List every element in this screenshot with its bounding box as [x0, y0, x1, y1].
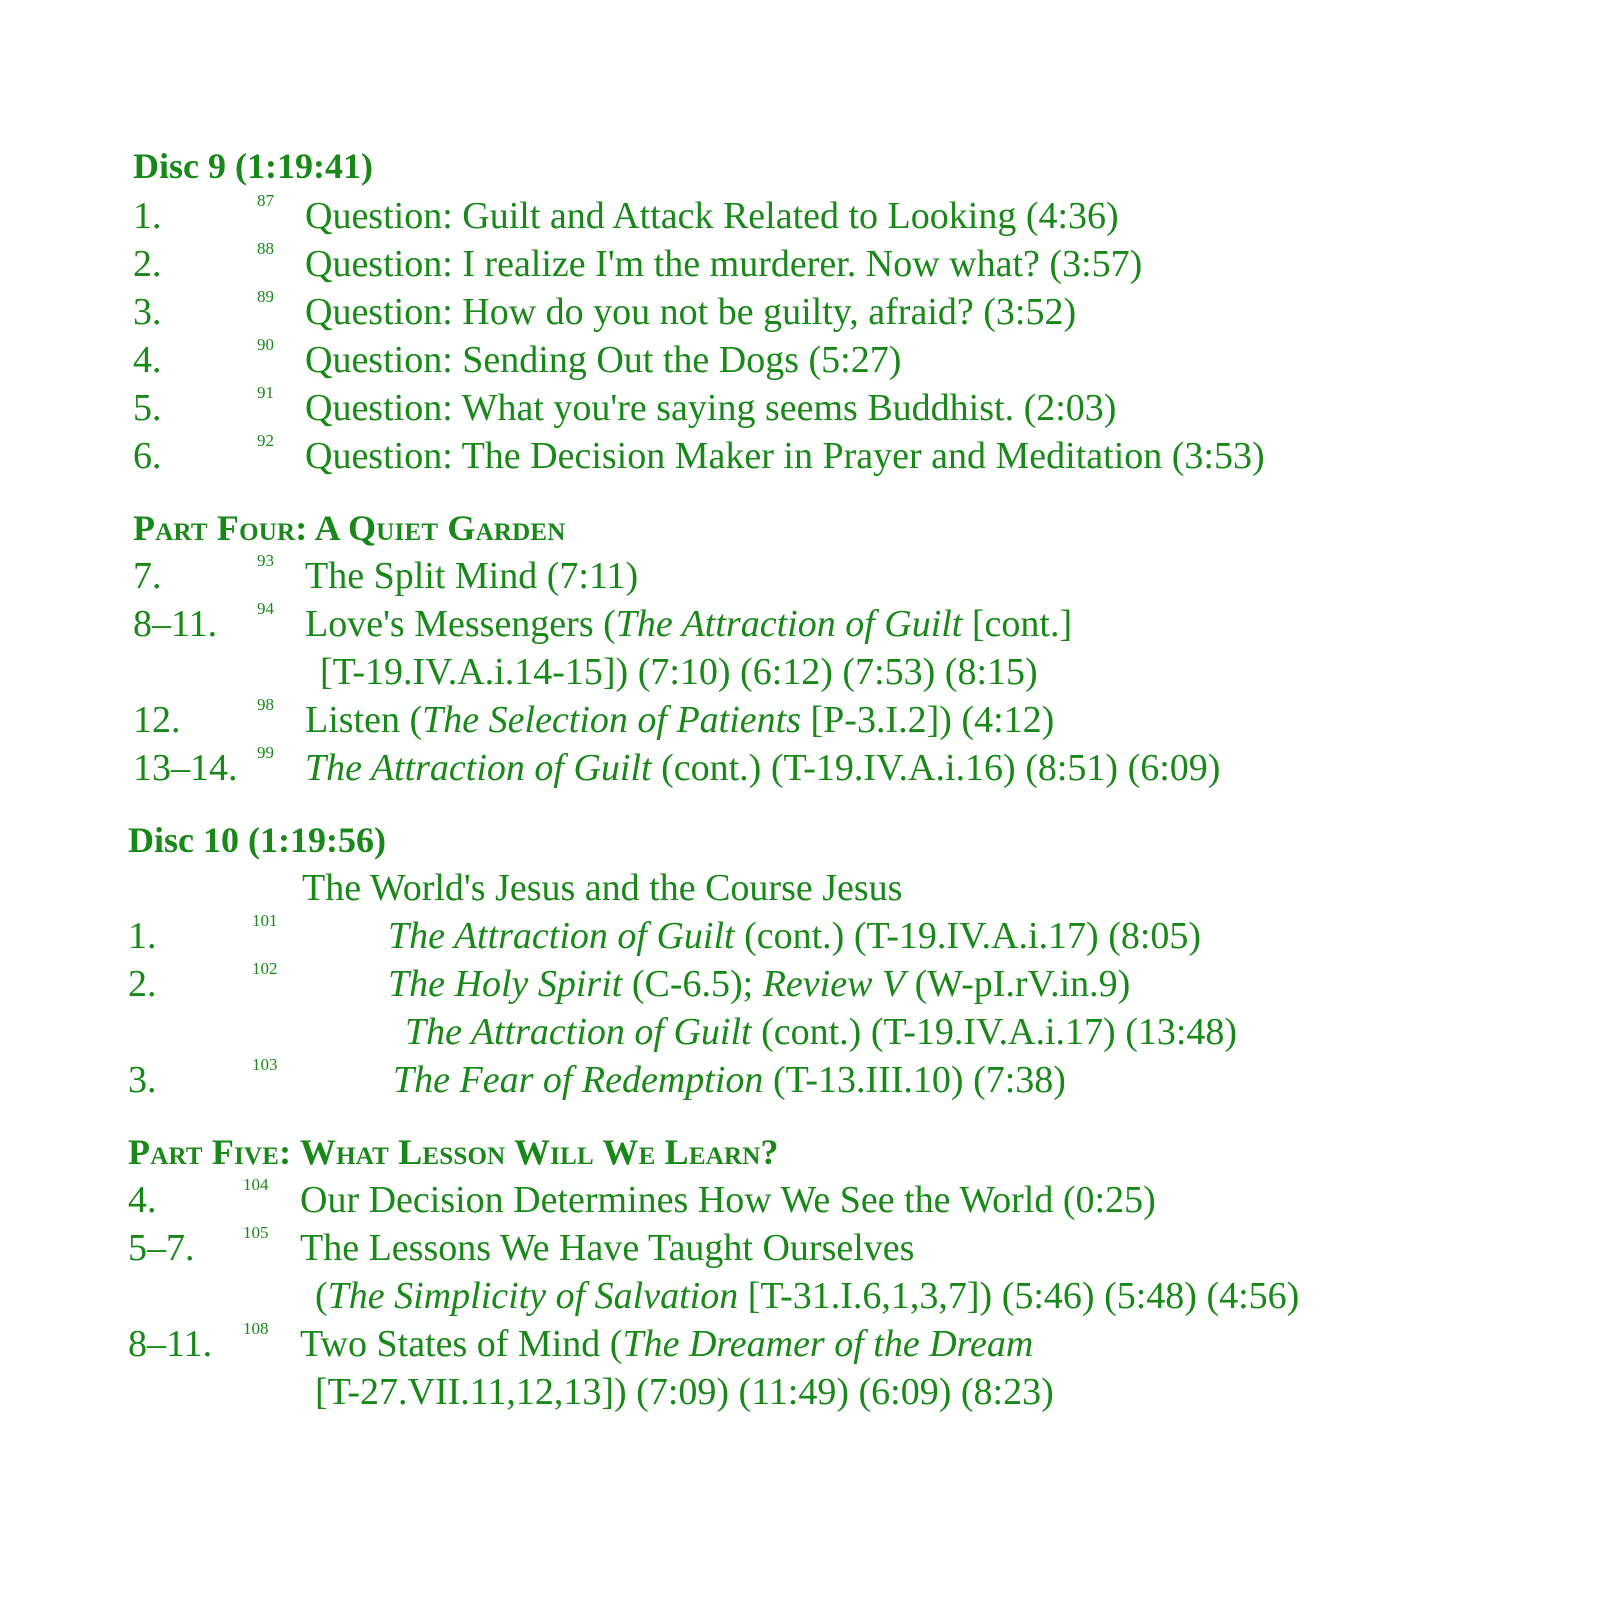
disc-9-heading: Disc 9 (1:19:41) [133, 146, 373, 186]
work-title: Review V [762, 963, 906, 1005]
track-number: 12. [133, 699, 181, 741]
disc-10-subtitle: The World's Jesus and the Course Jesus [302, 867, 903, 909]
track-title: The Attraction of Guilt (cont.) (T-19.IV.A.i.17) (8:05) [388, 915, 1202, 957]
track-title-continuation: [T-19.IV.A.i.14-15]) (7:10) (6:12) (7:53) (8:15) [320, 651, 1038, 693]
track-number: 8–11. [133, 603, 218, 645]
part-four-heading: Part Four: A Quiet Garden [133, 508, 566, 548]
work-title: The Dreamer of the Dream [622, 1323, 1034, 1365]
track-title: Listen (The Selection of Patients [P-3.I.2]) (4:12) [305, 699, 1055, 741]
track-title: Two States of Mind (The Dreamer of the Dream [300, 1323, 1034, 1365]
track-number: 4. [133, 339, 162, 381]
work-title: The Fear of Redemption [393, 1059, 764, 1101]
footnote-number: 104 [243, 1175, 269, 1194]
work-title: The Attraction of Guilt [405, 1011, 752, 1053]
track-number: 13–14. [133, 747, 238, 789]
track-title: Love's Messengers (The Attraction of Guilt [cont.] [305, 603, 1073, 645]
footnote-number: 91 [257, 383, 274, 402]
work-title: The Attraction of Guilt [388, 915, 735, 957]
footnote-number: 105 [243, 1223, 269, 1242]
track-number: 5–7. [128, 1227, 195, 1269]
work-title: The Holy Spirit [388, 963, 623, 1005]
track-title: Question: I realize I'm the murderer. Now what? (3:57) [305, 243, 1143, 285]
work-title: The Attraction of Guilt [305, 747, 652, 789]
footnote-number: 102 [252, 959, 278, 978]
footnote-number: 94 [257, 599, 274, 618]
track-number: 8–11. [128, 1323, 213, 1365]
track-title: Question: How do you not be guilty, afraid? (3:52) [305, 291, 1077, 333]
track-number: 7. [133, 555, 162, 597]
track-title: Question: Guilt and Attack Related to Looking (4:36) [305, 195, 1119, 237]
track-number: 3. [133, 291, 162, 333]
track-number: 2. [128, 963, 157, 1005]
part-five-heading: Part Five: What Lesson Will We Learn? [128, 1132, 779, 1172]
footnote-number: 92 [257, 431, 274, 450]
work-title: The Selection of Patients [422, 699, 802, 741]
track-number: 3. [128, 1059, 157, 1101]
track-number: 1. [128, 915, 157, 957]
footnote-number: 103 [252, 1055, 278, 1074]
track-title: Our Decision Determines How We See the World (0:25) [300, 1179, 1156, 1221]
track-title: The Attraction of Guilt (cont.) (T-19.IV.A.i.16) (8:51) (6:09) [305, 747, 1221, 789]
footnote-number: 108 [243, 1319, 269, 1338]
track-number: 6. [133, 435, 162, 477]
track-title: The Holy Spirit (C-6.5); Review V (W-pI.rV.in.9) [388, 963, 1131, 1005]
footnote-number: 101 [252, 911, 278, 930]
track-title: Question: Sending Out the Dogs (5:27) [305, 339, 902, 381]
track-title-continuation: [T-27.VII.11,12,13]) (7:09) (11:49) (6:09) (8:23) [315, 1371, 1054, 1413]
footnote-number: 87 [257, 191, 274, 210]
track-title: Question: The Decision Maker in Prayer and Meditation (3:53) [305, 435, 1265, 477]
track-number: 1. [133, 195, 162, 237]
footnote-number: 98 [257, 695, 274, 714]
track-number: 2. [133, 243, 162, 285]
work-title: The Attraction of Guilt [615, 603, 963, 645]
track-title-continuation: (The Simplicity of Salvation [T-31.I.6,1,3,7]) (5:46) (5:48) (4:56) [315, 1275, 1300, 1317]
footnote-number: 90 [257, 335, 274, 354]
track-title: The Lessons We Have Taught Ourselves [300, 1227, 915, 1269]
footnote-number: 88 [257, 239, 274, 258]
track-number: 4. [128, 1179, 157, 1221]
track-number: 5. [133, 387, 162, 429]
disc-10-heading: Disc 10 (1:19:56) [128, 820, 386, 860]
footnote-number: 93 [257, 551, 274, 570]
track-title: The Fear of Redemption (T-13.III.10) (7:38) [393, 1059, 1066, 1101]
track-title-continuation: The Attraction of Guilt (cont.) (T-19.IV.A.i.17) (13:48) [405, 1011, 1238, 1053]
track-title: Question: What you're saying seems Buddhist. (2:03) [305, 387, 1117, 429]
footnote-number: 99 [257, 743, 274, 762]
work-title: The Simplicity of Salvation [327, 1275, 739, 1317]
footnote-number: 89 [257, 287, 274, 306]
track-title: The Split Mind (7:11) [305, 555, 639, 597]
